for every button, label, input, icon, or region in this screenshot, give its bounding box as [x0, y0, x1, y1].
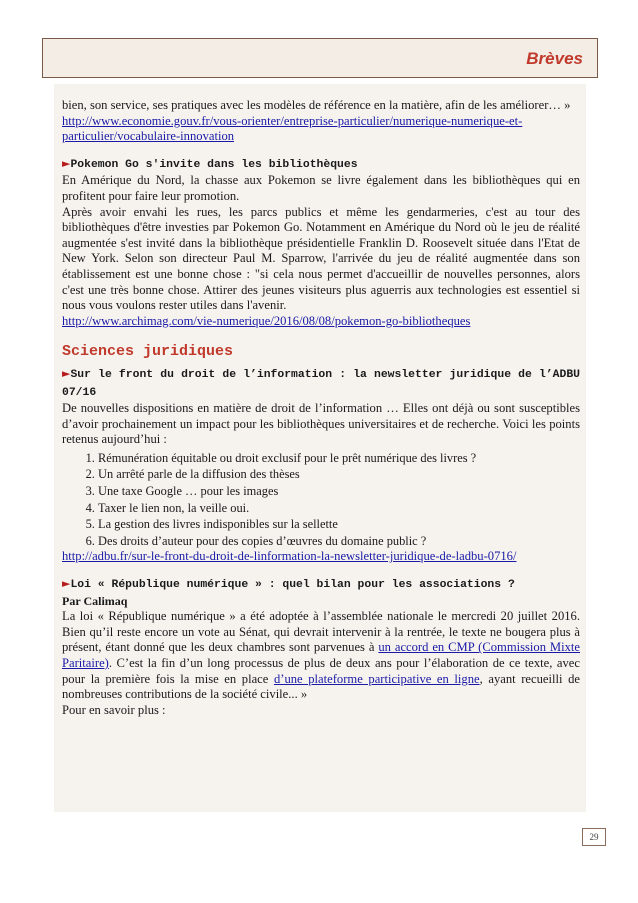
pokemon-link[interactable]: http://www.archimag.com/vie-numerique/2016/08/08/pokemon-go-bibliotheques — [62, 313, 471, 328]
loi-text-c: , ayant recueilli de nombreuses contributions de la société civile... » — [62, 671, 580, 702]
adbu-heading — [62, 366, 580, 401]
list-item: 2. Un arrêté parle de la diffusion des thèses — [98, 466, 580, 483]
cmp-link[interactable]: un accord en CMP (Commission Mixte Paritaire) — [62, 640, 581, 670]
loi-author: Par Calimaq — [62, 593, 128, 608]
loi-text-a: La loi « République numérique » a été adoptée à l’assemblée nationale le mercredi 20 juillet 2016. Bien qu’il reste encore un vote au Sénat, qui devrait intervenir à la rentrée, le texte ne bougera plus à présent, étant donné que les deux chambres sont parvenues à — [62, 609, 580, 655]
content-panel — [54, 84, 586, 812]
pokemon-title: Pokemon Go s'invite dans les bibliothèques — [70, 158, 358, 171]
list-item: 1. Rémunération équitable ou droit exclusif pour le prêt numérique des livres ? — [98, 450, 580, 467]
page-title: Brèves — [526, 49, 583, 68]
pokemon-paragraph-1: En Amérique du Nord, la chasse aux Pokemon se livre également dans les bibliothèques qui en profitent pour faire leur promotion. — [62, 173, 580, 203]
adbu-paragraph: De nouvelles dispositions en matière de droit de l’information … Elles ont déjà ou sont susceptibles d’avoir prochainement un impact pour les bibliothèques universitaires et de recherche. Voici les points retenus aujourd’hui : — [62, 401, 580, 447]
content-body — [62, 98, 580, 718]
adbu-title: Sur le front du droit de l’information : la newsletter juridique de l’ADBU 07/16 — [62, 368, 580, 399]
loi-title: Loi « République numérique » : quel bilan pour les associations ? — [70, 579, 515, 592]
arrow-icon: ► — [62, 366, 71, 380]
loi-text-b: . C’est la fin d’un long processus de plus de deux ans pour l’élaboration de ce texte, avec pour la première fois la mise en place — [62, 656, 580, 686]
list-item: 3. Une taxe Google … pour les images — [98, 483, 580, 500]
arrow-icon: ► — [62, 156, 71, 170]
plateforme-link[interactable]: d’une plateforme participative en ligne — [273, 671, 480, 686]
loi-more: Pour en savoir plus : — [62, 702, 166, 717]
page-number: 29 — [582, 828, 606, 846]
pokemon-heading — [62, 156, 580, 174]
header-bar — [42, 38, 598, 78]
loi-heading — [62, 576, 580, 594]
list-item: 6. Des droits d’auteur pour des copies d’œuvres du domaine public ? — [98, 533, 580, 550]
adbu-list — [62, 450, 580, 550]
intro-text: bien, son service, ses pratiques avec les modèles de référence en la matière, afin de les améliorer… » — [62, 98, 571, 112]
intro-link[interactable]: http://www.economie.gouv.fr/vous-orienter/entreprise-particulier/numerique-numerique-et-particulier/vocabulaire-innovation — [62, 113, 523, 144]
section-title: Sciences juridiques — [62, 343, 234, 361]
list-item: 4. Taxer le lien non, la veille oui. — [98, 500, 580, 517]
loi-paragraph — [62, 609, 580, 703]
list-item: 5. La gestion des livres indisponibles sur la sellette — [98, 516, 580, 533]
pokemon-paragraph-2: Après avoir envahi les rues, les parcs publics et même les gendarmeries, c'est au tour des bibliothèques d'être investies par Pokemon Go. Notamment en Amérique du Nord où le jeu de réalité augmentée s'est invité dans la bibliothèque présidentielle Franklin D. Roosevelt située dans l'Etat de New York. Selon son directeur Paul M. Sparrow, l'arrivée du jeu de réalité augmentée dans son établissement est une bonne chose : "si cela nous permet d'accueillir de nouvelles personnes, alors c'est une très bonne chose. Attirer des jeunes visiteurs plus aguerris aux technologies est essentiel si nous vous voulons rester utiles dans l'avenir. — [62, 204, 580, 313]
adbu-link[interactable]: http://adbu.fr/sur-le-front-du-droit-de-linformation-la-newsletter-juridique-de-ladbu-0716/ — [62, 549, 517, 564]
arrow-icon: ► — [62, 577, 71, 591]
